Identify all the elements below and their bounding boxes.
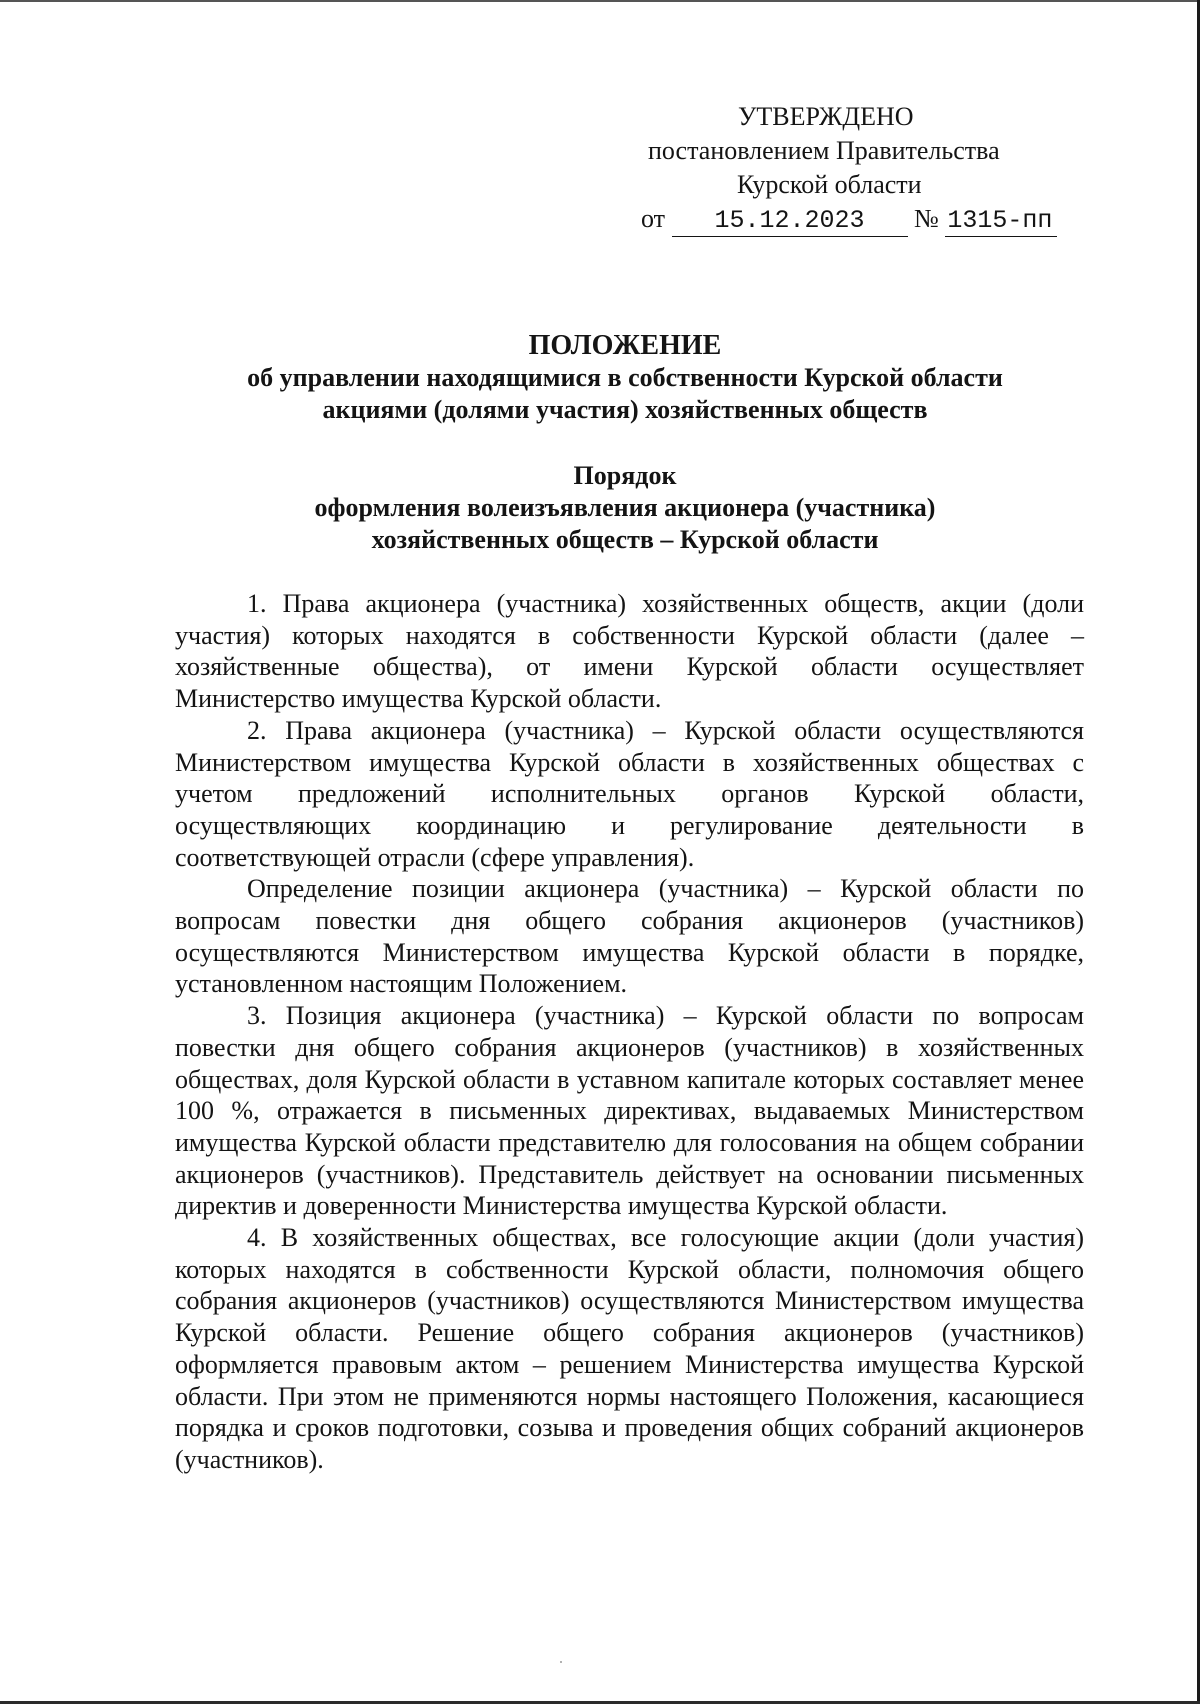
document-subtitle-line1: об управлении находящимися в собственности Курской области [247,363,1003,392]
approval-stamp-block [630,100,1090,237]
paragraph-1: 1. Права акционера (участника) хозяйственных обществ, акции (доли участия) которых находятся в собственности Курской области (далее – хозяйственные общества), от имени Курской области осуществляет Министерство имущества Курской области. [175,589,1084,714]
scan-edge-top [0,0,1200,2]
document-heading [150,330,1100,426]
date-prefix: от [641,204,666,233]
approval-line-region: Курской области [737,170,922,199]
section-title: Порядок [573,461,677,490]
scan-speck [560,1661,562,1663]
approval-line-resolution: постановлением Правительства [648,136,1000,165]
approval-number: 1315-пп [945,206,1057,237]
approval-date-number-line [630,202,1090,237]
number-prefix: № [914,204,939,233]
document-subtitle-line2: акциями (долями участия) хозяйственных обществ [322,395,928,424]
document-title: ПОЛОЖЕНИЕ [528,330,722,361]
approval-date: 15.12.2023 [672,206,908,237]
paragraph-2: 2. Права акционера (участника) – Курской области осуществляются Министерством имущества Курской области в хозяйственных обществах с учетом предложений исполнительных органов Курской области, осуществляющих координацию и регулирование деятельности в соответствующей отрасли (сфере управления). [175,715,1084,872]
section-heading [150,460,1100,556]
document-body [175,588,1084,1476]
paragraph-2-continuation: Определение позиции акционера (участника) – Курской области по вопросам повестки дня общего собрания акционеров (участников) осуществляются Министерством имущества Курской области в порядке, установленном настоящим Положением. [175,874,1084,999]
paragraph-3: 3. Позиция акционера (участника) – Курской области по вопросам повестки дня общего собрания акционеров (участников) в хозяйственных обществах, доля Курской области в уставном капитале которых составляет менее 100 %, отражается в письменных директивах, выдаваемых Министерством имущества Курской области представителю для голосования на общем собрании акционеров (участников). Представитель действует на основании письменных директив и доверенности Министерства имущества Курской области. [175,1001,1084,1221]
paragraph-4: 4. В хозяйственных обществах, все голосующие акции (доли участия) которых находятся в собственности Курской области, полномочия общего собрания акционеров (участников) осуществляются Министерством имущества Курской области. Решение общего собрания акционеров (участников) оформляется правовым актом – решением Министерства имущества Курской области. При этом не применяются нормы настоящего Положения, касающиеся порядка и сроков подготовки, созыва и проведения общих собраний акционеров (участников). [175,1223,1084,1474]
section-subtitle-line2: хозяйственных обществ – Курской области [371,525,879,554]
section-subtitle-line1: оформления волеизъявления акционера (участника) [314,493,936,522]
approval-title: УТВЕРЖДЕНО [738,102,914,131]
